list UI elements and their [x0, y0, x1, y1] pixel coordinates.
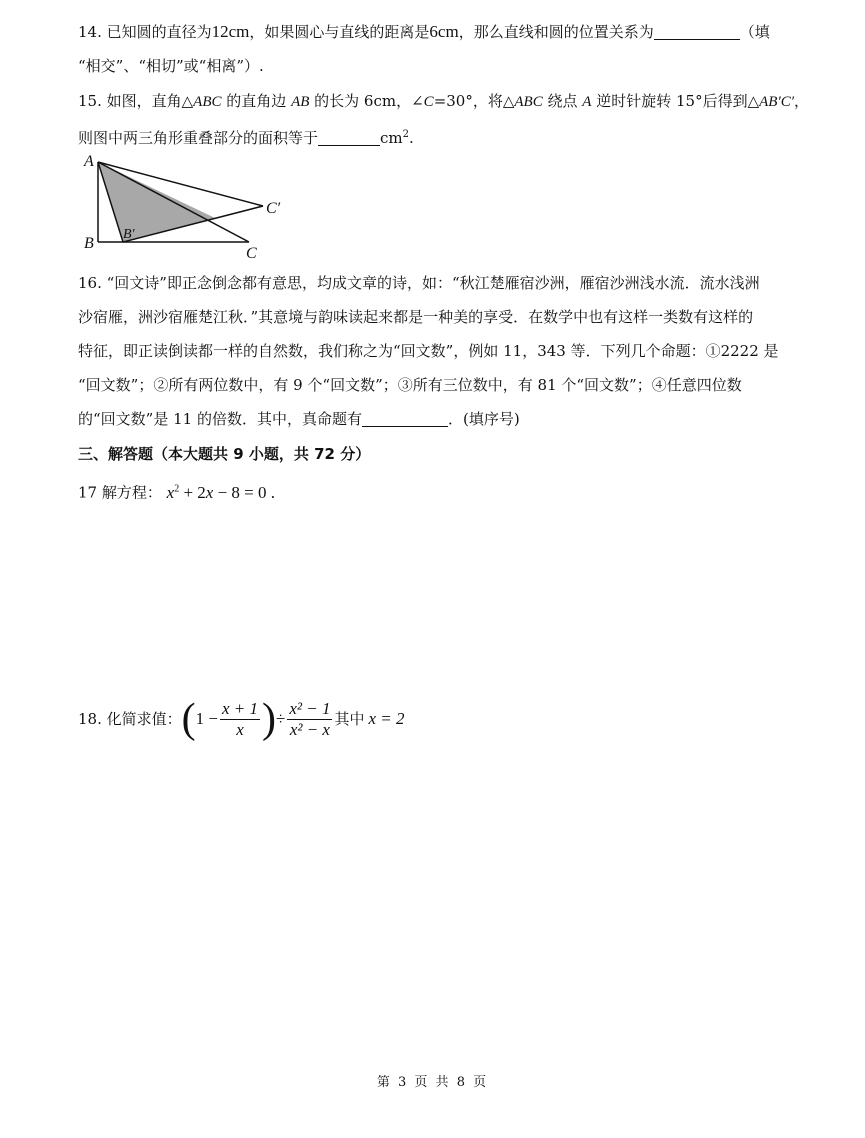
- q18-div: ÷: [276, 709, 286, 728]
- q17-label: 17 解方程：: [78, 483, 162, 502]
- page-footer: 第 3 页 共 8 页: [376, 1075, 489, 1090]
- section-title: 三、解答题（本大题共 9 小题，共 72 分）: [78, 445, 371, 463]
- q15-text-c: 的长为 6cm，∠: [309, 92, 424, 110]
- label-a: A: [84, 153, 94, 170]
- q18-one-minus: 1 −: [195, 709, 218, 728]
- q15-text-e: 绕点: [542, 92, 583, 110]
- q14-text-c: ，如果圆心与直线的距离是: [249, 23, 430, 41]
- q18-condition: x = 2: [368, 709, 405, 728]
- q14-text-e: ，那么直线和圆的位置关系为: [458, 23, 654, 41]
- label-b: B: [84, 235, 94, 252]
- q18-right-paren: ): [262, 696, 276, 742]
- q15-unit: cm: [380, 129, 403, 147]
- q18-left-paren: (: [181, 696, 196, 742]
- q16-line3: 特征，即正读倒读都一样的自然数，我们称之为“回文数”，例如 11，343 等．下列几个命题：①2222 是: [78, 342, 779, 360]
- overlap-region: [98, 162, 215, 242]
- q14-distance: 6cm: [429, 22, 459, 41]
- q14-text-a: 14. 已知圆的直径为: [78, 23, 212, 41]
- q14-line1: [78, 21, 770, 43]
- label-b-prime: B′: [123, 227, 135, 242]
- q15-ab: AB: [291, 94, 310, 110]
- q16-line1: 16. “回文诗”即正念倒念都有意思，均成文章的诗，如：“秋江楚雁宿沙洲，雁宿沙洲浅水流．流水浅洲: [78, 274, 760, 292]
- q15-text-d: =30°，将△: [433, 92, 515, 110]
- label-c-prime: C′: [266, 200, 281, 217]
- q18-frac2-den: x² − x: [289, 719, 330, 739]
- q15-line1: [78, 90, 809, 113]
- q16-answer-blank[interactable]: [362, 410, 448, 427]
- q15-period: .: [409, 129, 414, 147]
- triangle-figure: [78, 150, 298, 262]
- q17-x2: x: [205, 482, 214, 502]
- q14-line2: “相交”、“相切”或“相离”）.: [78, 57, 264, 75]
- q16-line2: 沙宿雁，洲沙宿雁楚江秋．”其意境与韵味读起来都是一种美的享受．在数学中也有这样一类数有这样的: [78, 308, 754, 326]
- q18-frac2: [287, 699, 332, 740]
- q15-text-f: 逆时针旋转 15°后得到△: [591, 92, 760, 110]
- q16-line5: [78, 408, 520, 430]
- q17-x: x: [166, 482, 175, 502]
- q15-a: A: [582, 94, 592, 110]
- q15-abc-prime: AB′C′: [759, 94, 795, 110]
- q18-line: [78, 696, 405, 741]
- q14-text-f: （填: [739, 23, 770, 41]
- q15-text-a: 15. 如图，直角△: [78, 92, 194, 110]
- q15-answer-blank[interactable]: [318, 129, 380, 146]
- label-c: C: [246, 245, 257, 262]
- q18-frac1: [220, 699, 260, 740]
- q14-diameter: 12cm: [211, 22, 250, 41]
- q18-label: 18. 化简求值：: [78, 710, 182, 728]
- q16-line5-tail: ．(填序号): [447, 410, 520, 428]
- q18-frac1-num: x + 1: [221, 698, 258, 718]
- q15-text-g: ，: [794, 92, 810, 110]
- q15-unit-sup: 2: [402, 129, 410, 140]
- q17-line: [78, 478, 275, 504]
- q18-where: 其中: [334, 710, 365, 728]
- q15-line2-text: 则图中两三角形重叠部分的面积等于: [78, 129, 319, 147]
- q17-rest: + 2: [179, 482, 206, 502]
- q16-line4: “回文数”；②所有两位数中，有 9 个“回文数”；③所有三位数中，有 81 个“回文数”；④任意四位数: [78, 376, 742, 394]
- q15-abc: ABC: [193, 94, 222, 110]
- q18-frac1-den: x: [236, 719, 244, 739]
- q15-line2: [78, 124, 414, 149]
- q17-rest2: − 8 = 0 .: [213, 482, 276, 502]
- q16-line5-text: 的“回文数”是 11 的倍数．其中，真命题有: [78, 410, 362, 428]
- q17-equation: [167, 483, 275, 502]
- q18-frac2-num: x² − 1: [289, 698, 331, 718]
- q15-c: C: [423, 94, 434, 110]
- q15-text-b: 的直角边: [221, 92, 292, 110]
- q17-sup: 2: [174, 483, 180, 494]
- q14-answer-blank[interactable]: [654, 23, 740, 40]
- q15-abc-2: ABC: [514, 94, 543, 110]
